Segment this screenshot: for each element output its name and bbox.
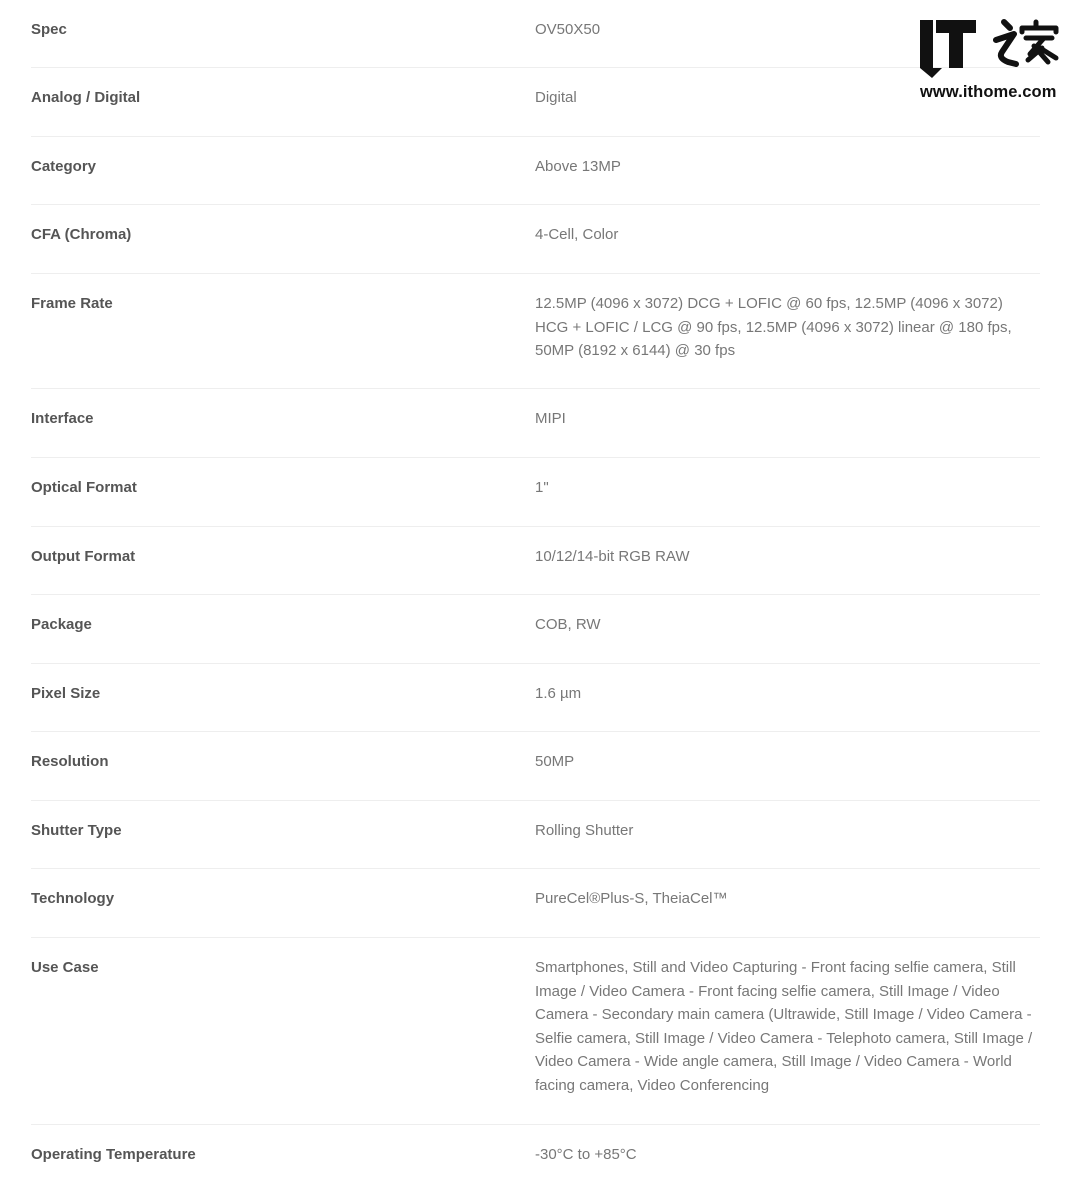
spec-label: Analog / Digital (31, 89, 141, 106)
spec-label: Package (31, 616, 92, 633)
spec-row-resolution (31, 732, 1040, 801)
spec-value: 1.6 µm (535, 685, 582, 702)
spec-value: Smartphones, Still and Video Capturing - Front facing selfie camera, Still Image / Video Camera - Front facing selfie camera, Still Image / Video Camera - Secondary main camera (Ultrawide, Still Image / Video Camera - Selfie camera, Still Image / Video Camera - Telephoto camera, Still Image / Video Camera - Wide angle camera, Still Image / Video Camera - World facing camera, Video Conferencing (535, 959, 1033, 1094)
spec-row-category (31, 137, 1040, 205)
spec-row-interface (31, 389, 1040, 458)
spec-label: Operating Temperature (31, 1146, 196, 1163)
spec-row-frame-rate (31, 274, 1040, 389)
spec-row-pixel-size (31, 664, 1040, 732)
spec-value: COB, RW (535, 616, 601, 633)
spec-row-technology (31, 869, 1040, 938)
ithome-watermark (918, 18, 1064, 108)
spec-row-analog-digital (31, 68, 1040, 137)
spec-label: Pixel Size (31, 685, 101, 702)
spec-label: Interface (31, 410, 94, 427)
spec-value: PureCel®Plus-S, TheiaCel™ (535, 890, 728, 907)
watermark-url: www.ithome.com (920, 83, 1057, 101)
spec-value: Rolling Shutter (535, 822, 634, 839)
spec-row-package (31, 595, 1040, 664)
spec-label: Output Format (31, 548, 136, 565)
spec-label: Technology (31, 890, 115, 907)
spec-row-output-format (31, 527, 1040, 595)
spec-row-optical-format (31, 458, 1040, 527)
spec-label: CFA (Chroma) (31, 226, 132, 243)
spec-value: -30°C to +85°C (535, 1146, 637, 1163)
spec-value: 1" (535, 479, 549, 496)
spec-value: Digital (535, 89, 577, 106)
spec-label: Resolution (31, 753, 109, 770)
spec-label: Frame Rate (31, 295, 113, 312)
spec-value: 4-Cell, Color (535, 226, 619, 243)
spec-row-operating-temperature (31, 1125, 1040, 1191)
spec-row-spec (31, 0, 1040, 68)
spec-label: Use Case (31, 959, 99, 976)
spec-table (31, 0, 1040, 1191)
spec-label: Category (31, 158, 97, 175)
spec-value: 12.5MP (4096 x 3072) DCG + LOFIC @ 60 fps, 12.5MP (4096 x 3072) HCG + LOFIC / LCG @ 90 fps, 12.5MP (4096 x 3072) linear @ 180 fps, 50MP (8192 x 6144) @ 30 fps (535, 295, 1012, 360)
spec-value: OV50X50 (535, 21, 601, 38)
spec-value: 10/12/14-bit RGB RAW (535, 548, 690, 565)
spec-label: Optical Format (31, 479, 137, 496)
spec-value: 50MP (535, 753, 575, 770)
spec-label: Spec (31, 21, 67, 38)
spec-value: MIPI (535, 410, 566, 427)
ithome-logo-icon (918, 18, 1064, 78)
spec-row-use-case (31, 938, 1040, 1125)
spec-row-cfa (31, 205, 1040, 274)
spec-value: Above 13MP (535, 158, 621, 175)
spec-label: Shutter Type (31, 822, 122, 839)
spec-row-shutter-type (31, 801, 1040, 869)
